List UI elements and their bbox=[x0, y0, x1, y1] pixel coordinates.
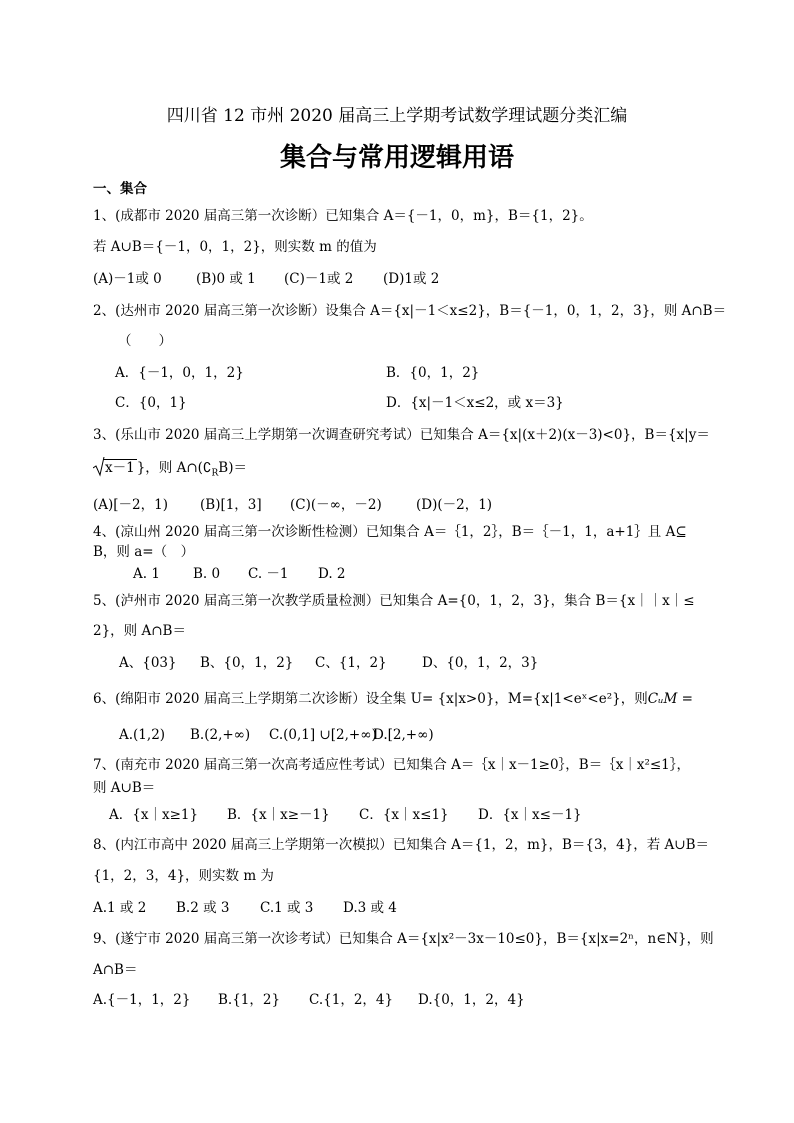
q1-line2: 若 A∪B＝{－1，0，1，2}，则实数 m 的值为 bbox=[93, 239, 377, 255]
q9-line2: A∩B＝ bbox=[93, 962, 138, 978]
q4-option-b: B. 0 bbox=[193, 566, 221, 582]
q1-line1: 1、(成都市 2020 届高三第一次诊断）已知集合 A＝{－1，0，m}，B＝{1，2}。 bbox=[93, 208, 593, 224]
q6-option-b: B.(2,+∞) bbox=[190, 727, 251, 743]
q4-option-c: C. －1 bbox=[248, 566, 289, 582]
q6-line1 bbox=[93, 690, 693, 708]
q2-option-d: D．{x|－1＜x≤2，或 x＝3} bbox=[386, 395, 564, 411]
q3-option-b: (B)[1，3] bbox=[200, 497, 262, 513]
complement-subscript: R bbox=[211, 468, 219, 479]
q4-line1: 4、(凉山州 2020 届高三第一次诊断性检测）已知集合 A＝｛1，2｝，B＝｛－1，1，a+1｝且 A⊆ bbox=[93, 524, 687, 540]
q9-option-b: B.{1，2} bbox=[218, 992, 281, 1008]
q7-option-a: A．{x｜x≥1} bbox=[109, 807, 199, 823]
section-heading: 一、集合 bbox=[93, 181, 147, 197]
q3-option-a: (A)[－2，1) bbox=[93, 497, 168, 513]
q2-option-b: B．{0，1，2} bbox=[386, 365, 480, 381]
q3-line2-rest: }，则 A∩( bbox=[136, 460, 203, 476]
document-title: 集合与常用逻辑用语 bbox=[279, 143, 514, 173]
q2-option-a: A．{－1，0，1，2} bbox=[115, 365, 244, 381]
q3-line2-end: B)＝ bbox=[218, 460, 247, 476]
q7-option-b: B．{x｜x≥－1} bbox=[227, 807, 330, 823]
q8-option-b: B.2 或 3 bbox=[176, 900, 230, 916]
q9-option-c: C.{1，2，4} bbox=[309, 992, 394, 1008]
q5-line1: 5、(泸州市 2020 届高三第一次教学质量检测）已知集合 A={0，1，2，3}，集合 B＝{x｜｜x｜≤ bbox=[93, 593, 695, 609]
q5-option-a: A、{03} bbox=[119, 655, 177, 671]
q7-line2: 则 A∪B＝ bbox=[93, 780, 156, 796]
q7-line1: 7、(南充市 2020 届高三第一次高考适应性考试）已知集合 A＝｛x｜x－1≥0｝，B＝｛x｜x²≤1｝， bbox=[93, 757, 691, 773]
radical-sign-icon bbox=[93, 457, 105, 477]
q8-line1: 8、(内江市高中 2020 届高三上学期第一次模拟）已知集合 A＝{1，2，m}，B＝{3，4}，若 A∪B＝ bbox=[93, 837, 710, 853]
q8-line2: {1，2，3，4}，则实数 m 为 bbox=[93, 868, 274, 884]
q3-option-d: (D)(－2，1) bbox=[416, 497, 493, 513]
q6-option-c: C.(0,1] ∪[2,+∞) bbox=[269, 727, 377, 743]
q8-option-c: C.1 或 3 bbox=[260, 900, 314, 916]
q6-line1-text: 6、(绵阳市 2020 届高三上学期第二次诊断）设全集 U= {x|x>0}，M={x|1<eˣ<e²}，则 bbox=[93, 691, 648, 707]
q9-option-d: D.{0，1，2，4} bbox=[418, 992, 525, 1008]
q3-option-c: (C)(－∞，－2) bbox=[290, 497, 382, 513]
q7-option-c: C．{x｜x≤1} bbox=[359, 807, 449, 823]
q6-option-d: D.[2,+∞) bbox=[373, 727, 434, 743]
q2-option-c: C．{0，1} bbox=[115, 395, 187, 411]
q6-option-a: A.(1,2) bbox=[119, 727, 166, 743]
q1-option-c: (C)－1或 2 bbox=[284, 271, 354, 287]
q9-option-a: A.{－1，1，2} bbox=[93, 992, 191, 1008]
q3-line1: 3、(乐山市 2020 届高三上学期第一次调查研究考试）已知集合 A＝{x|(x＋2)(x－3)<0}，B＝{x|y＝ bbox=[93, 427, 710, 443]
q8-option-d: D.3 或 4 bbox=[343, 900, 397, 916]
q9-line1: 9、(遂宁市 2020 届高三第一次诊考试）已知集合 A＝{x|x²－3x－10≤0}，B＝{x|x=2ⁿ，n∈N}，则 bbox=[93, 931, 714, 947]
sqrt-radicand: x－1 bbox=[105, 460, 135, 476]
q5-option-b: B、{0，1，2} bbox=[200, 655, 294, 671]
q4-option-d: D. 2 bbox=[318, 566, 346, 582]
complement-symbol: ∁ bbox=[202, 460, 212, 476]
q6-complement-expression: CᵤM = bbox=[647, 691, 693, 707]
q1-option-a: (A)－1或 0 bbox=[93, 271, 162, 287]
q4-option-a: A. 1 bbox=[133, 566, 160, 582]
q5-option-c: C、{1，2} bbox=[315, 655, 387, 671]
q4-line2: B，则 a=（ ） bbox=[93, 544, 195, 560]
q5-line2: 2}，则 A∩B＝ bbox=[93, 623, 186, 639]
q1-option-d: (D)1或 2 bbox=[383, 271, 440, 287]
q3-line2 bbox=[93, 459, 247, 483]
document-subtitle: 四川省 12 市州 2020 届高三上学期考试数学理试题分类汇编 bbox=[166, 106, 628, 126]
q8-option-a: A.1 或 2 bbox=[93, 900, 147, 916]
q2-line1: 2、(达州市 2020 届高三第一次诊断）设集合 A＝{x|－1＜x≤2}，B＝{－1，0，1，2，3}，则 A∩B＝ bbox=[93, 303, 727, 319]
q7-option-d: D．{x｜x≤－1} bbox=[478, 807, 582, 823]
q5-option-d: D、{0，1，2，3} bbox=[422, 655, 539, 671]
sqrt-icon bbox=[93, 459, 137, 477]
q1-option-b: (B)0 或 1 bbox=[196, 271, 256, 287]
q2-line2: （ ） bbox=[118, 333, 172, 349]
